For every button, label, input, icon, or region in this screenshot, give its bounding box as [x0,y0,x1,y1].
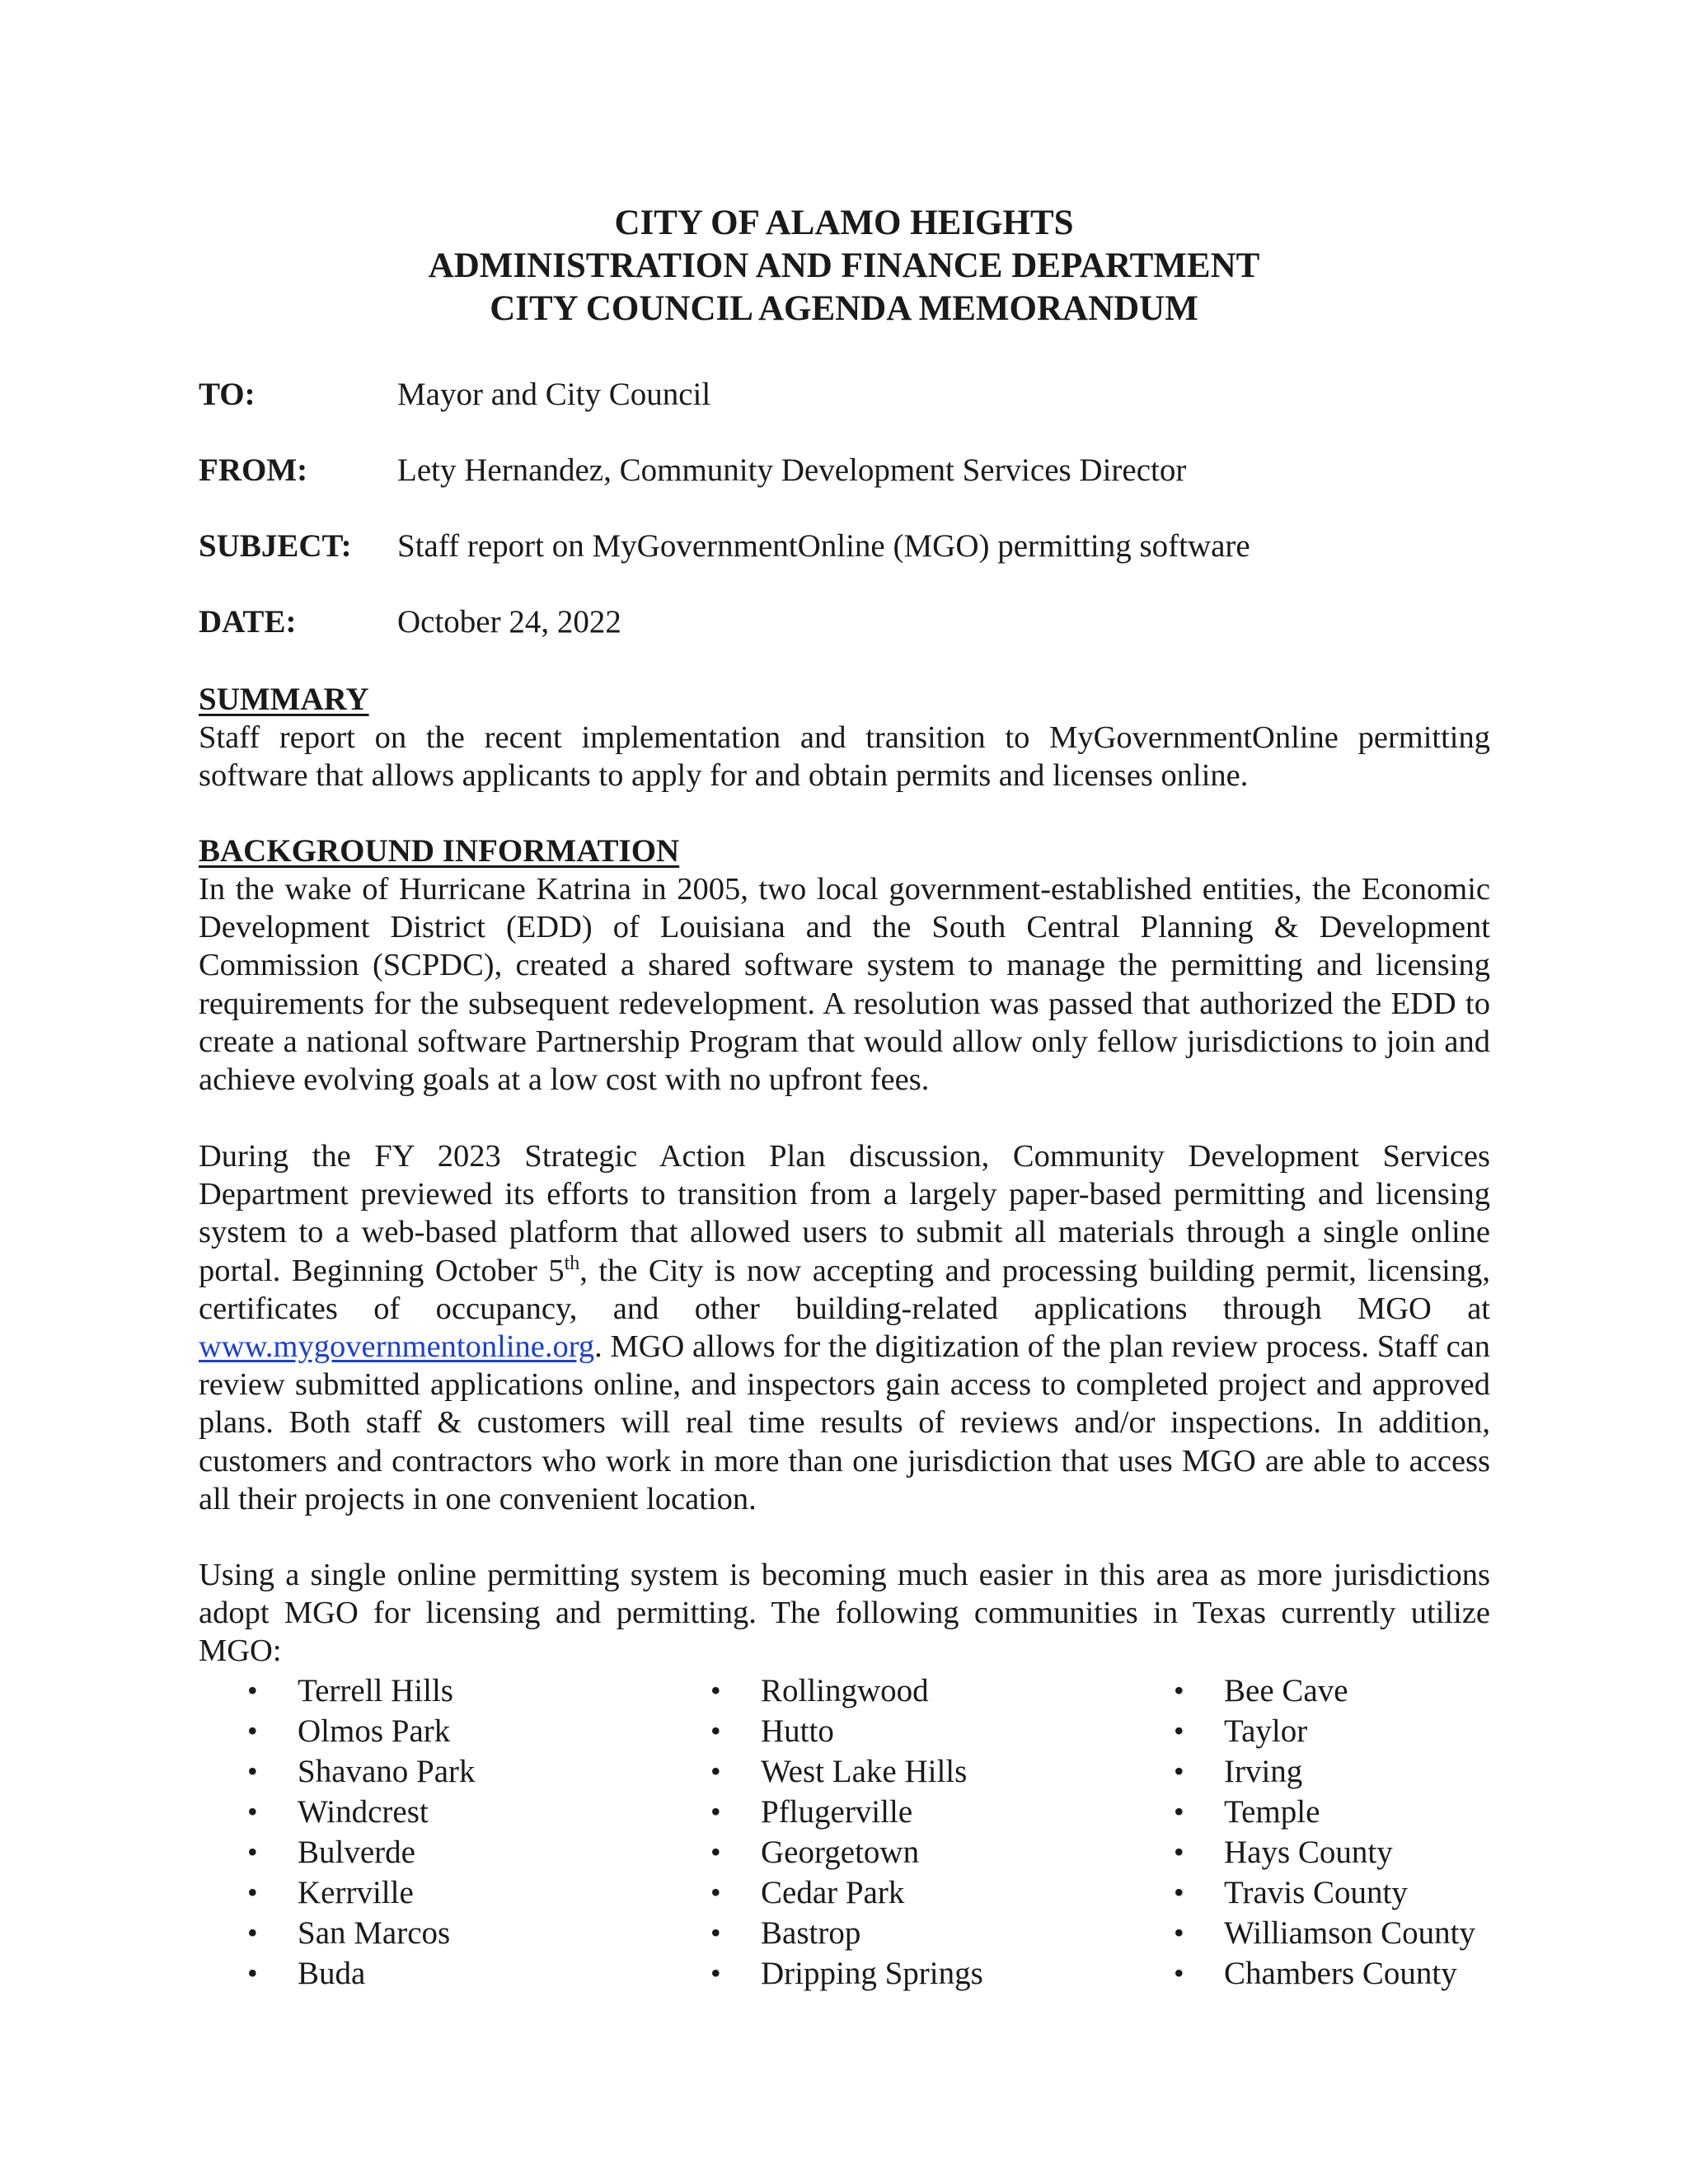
list-item: • Olmos Park [247,1711,476,1751]
background-heading: BACKGROUND INFORMATION [199,833,680,869]
list-item: • Bee Cave [1174,1671,1475,1711]
communities-list-col2 [710,1671,983,1994]
subject-label: SUBJECT: [199,528,352,564]
list-item: • Shavano Park [247,1751,476,1792]
to-label: TO: [199,377,256,412]
list-item: • Chambers County [1174,1953,1475,1994]
list-item: • Dripping Springs [710,1953,983,1994]
list-item: • Pflugerville [710,1792,983,1832]
list-item: • Irving [1174,1751,1475,1792]
to-value: Mayor and City Council [397,377,711,412]
list-item: • West Lake Hills [710,1751,983,1792]
list-item: • Rollingwood [710,1671,983,1711]
from-value: Lety Hernandez, Community Development Services Director [397,452,1187,488]
memo-type-heading: CITY COUNCIL AGENDA MEMORANDUM [490,289,1198,328]
list-item: • Williamson County [1174,1913,1475,1953]
list-item: • Terrell Hills [247,1671,476,1711]
communities-list-col1 [247,1671,476,1994]
communities-list-col3 [1174,1671,1475,1994]
city-name-heading: CITY OF ALAMO HEIGHTS [614,204,1074,242]
background-paragraph-3: Using a single online permitting system is becoming much easier in this area as more jurisdictions adopt MGO for licensing and permitting. The following communities in Texas currently utilize MGO: [199,1558,1490,1669]
memo-subject-row [199,527,1250,565]
list-item: • Temple [1174,1792,1475,1832]
list-item: • Bastrop [710,1913,983,1953]
list-item: • Cedar Park [710,1872,983,1913]
memo-to-row [199,376,710,414]
background-paragraph-2: During the FY 2023 Strategic Action Plan discussion, Community Development Services Department previewed its efforts to transition from a largely paper-based permitting and licensing system to a web-based platform that allowed users to submit all materials through a single online portal. Beginning October 5th, the City is now accepting and processing building permit, licensing, certificates of occupancy, and other building-related applications through MGO at www.mygovernmentonline.org. MGO allows for the digitization of the plan review process. Staff can review submitted applications online, and inspectors gain access to completed project and approved plans. Both staff & customers will real time results of reviews and/or inspections. In addition, customers and contractors who work in more than one jurisdiction that uses MGO are able to access all their projects in one convenient location. [199,1139,1490,1516]
from-label: FROM: [199,452,308,488]
list-item: • Bulverde [247,1832,476,1872]
list-item: • Hutto [710,1711,983,1751]
list-item: • Hays County [1174,1832,1475,1872]
subject-value: Staff report on MyGovernmentOnline (MGO) permitting software [397,528,1250,564]
background-paragraph-1: In the wake of Hurricane Katrina in 2005, two local government-established entities, the Economic Development District (EDD) of Louisiana and the South Central Planning & Development Commission (SCPDC), created a shared software system to manage the permitting and licensing requirements for the subsequent redevelopment. A resolution was passed that authorized the EDD to create a national software Partnership Program that would allow only fellow jurisdictions to join and achieve evolving goals at a low cost with no upfront fees. [199,872,1490,1098]
list-item: • Travis County [1174,1872,1475,1913]
summary-text: Staff report on the recent implementation and transition to MyGovernmentOnline permitting software that allows applicants to apply for and obtain permits and licenses online. [199,720,1490,794]
memo-date-row [199,603,621,641]
list-item: • Buda [247,1953,476,1994]
list-item: • Georgetown [710,1832,983,1872]
list-item: • San Marcos [247,1913,476,1953]
mgo-website-link[interactable]: www.mygovernmentonline.org [199,1329,595,1365]
memo-from-row [199,452,1186,490]
list-item: • Kerrville [247,1872,476,1913]
list-item: • Taylor [1174,1711,1475,1751]
date-label: DATE: [199,604,297,640]
date-value: October 24, 2022 [397,604,621,640]
summary-heading: SUMMARY [199,682,369,717]
list-item: • Windcrest [247,1792,476,1832]
department-heading: ADMINISTRATION AND FINANCE DEPARTMENT [428,246,1260,285]
